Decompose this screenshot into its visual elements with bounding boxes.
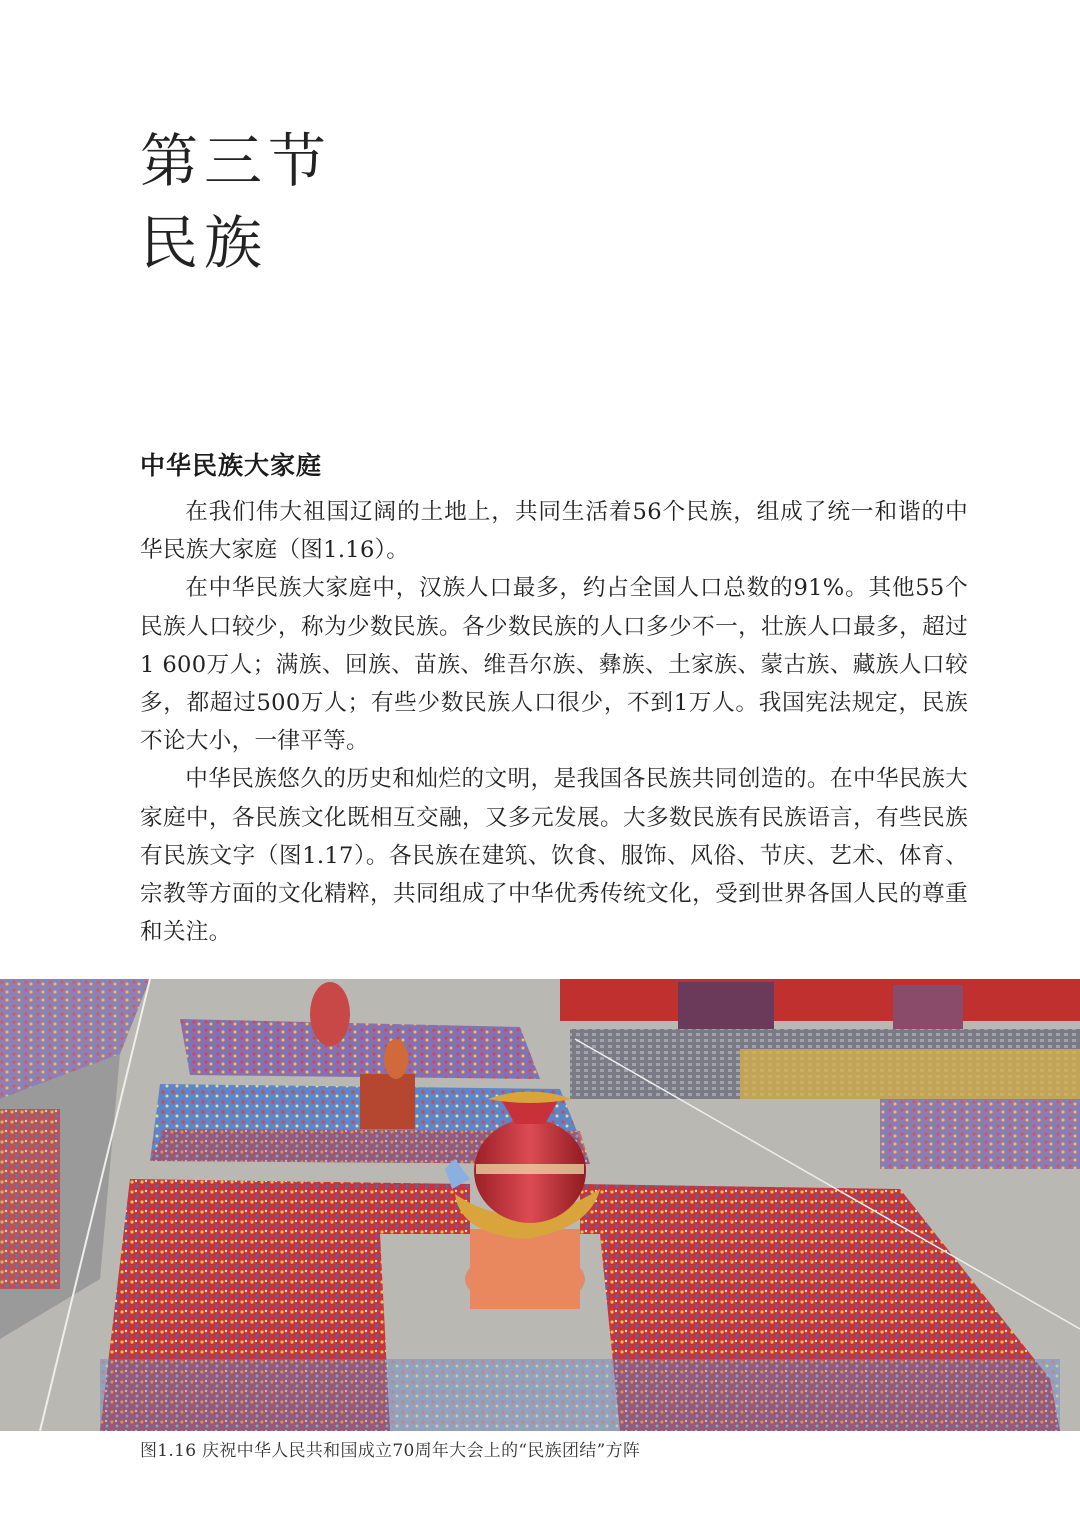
spectators-right — [880, 1099, 1080, 1169]
float-pedestal — [470, 1229, 580, 1309]
float-distant — [310, 982, 350, 1046]
left-crowd-red — [0, 1109, 60, 1289]
spectators-gold — [740, 1049, 1080, 1099]
formation-near-front — [100, 1359, 1060, 1431]
chapter-number: 第三节 — [140, 127, 333, 195]
chapter-subject: 民族 — [140, 209, 269, 277]
paragraph-2: 在中华民族大家庭中，汉族人口最多，约占全国人口总数的91%。其他55个民族人口较少，称为少数民族。各少数民族的人口多少不一，壮族人口最多，超过1 600万人；满族、回族、苗族、维吾尔族、彝族、土家族、蒙古族、藏族人口较多，都超过500万人；有些少数民族人口很少，不到1万人。我国宪法规定，民族不论大小，一律平等。 — [140, 575, 968, 755]
grandstand-red — [560, 979, 1080, 1021]
chapter-title — [140, 120, 332, 284]
paragraph-1: 在我们伟大祖国辽阔的土地上，共同生活着56个民族，组成了统一和谐的中华民族大家庭（图1.16）。 — [140, 499, 968, 564]
float-middle-top — [384, 1039, 408, 1079]
parade-photo — [0, 979, 1080, 1431]
paragraph-3: 中华民族悠久的历史和灿烂的文明，是我国各民族共同创造的。在中华民族大家庭中，各民族文化既相互交融，又多元发展。大多数民族有民族语言，有些民族有民族文字（图1.17）。各民族在建筑、饮食、服饰、风俗、节庆、艺术、体育、宗教等方面的文化精粹，共同组成了中华优秀传统文化，受到世界各国人民的尊重和关注。 — [140, 766, 968, 946]
formation-far — [180, 1019, 540, 1079]
float-middle-base — [360, 1074, 415, 1129]
float-vase-band — [476, 1164, 584, 1174]
figure-caption: 图1.16 庆祝中华人民共和国成立70周年大会上的“民族团结”方阵 — [140, 1441, 641, 1461]
screen-left — [678, 982, 774, 1030]
body-text — [140, 493, 968, 951]
section-heading: 中华民族大家庭 — [140, 451, 323, 480]
